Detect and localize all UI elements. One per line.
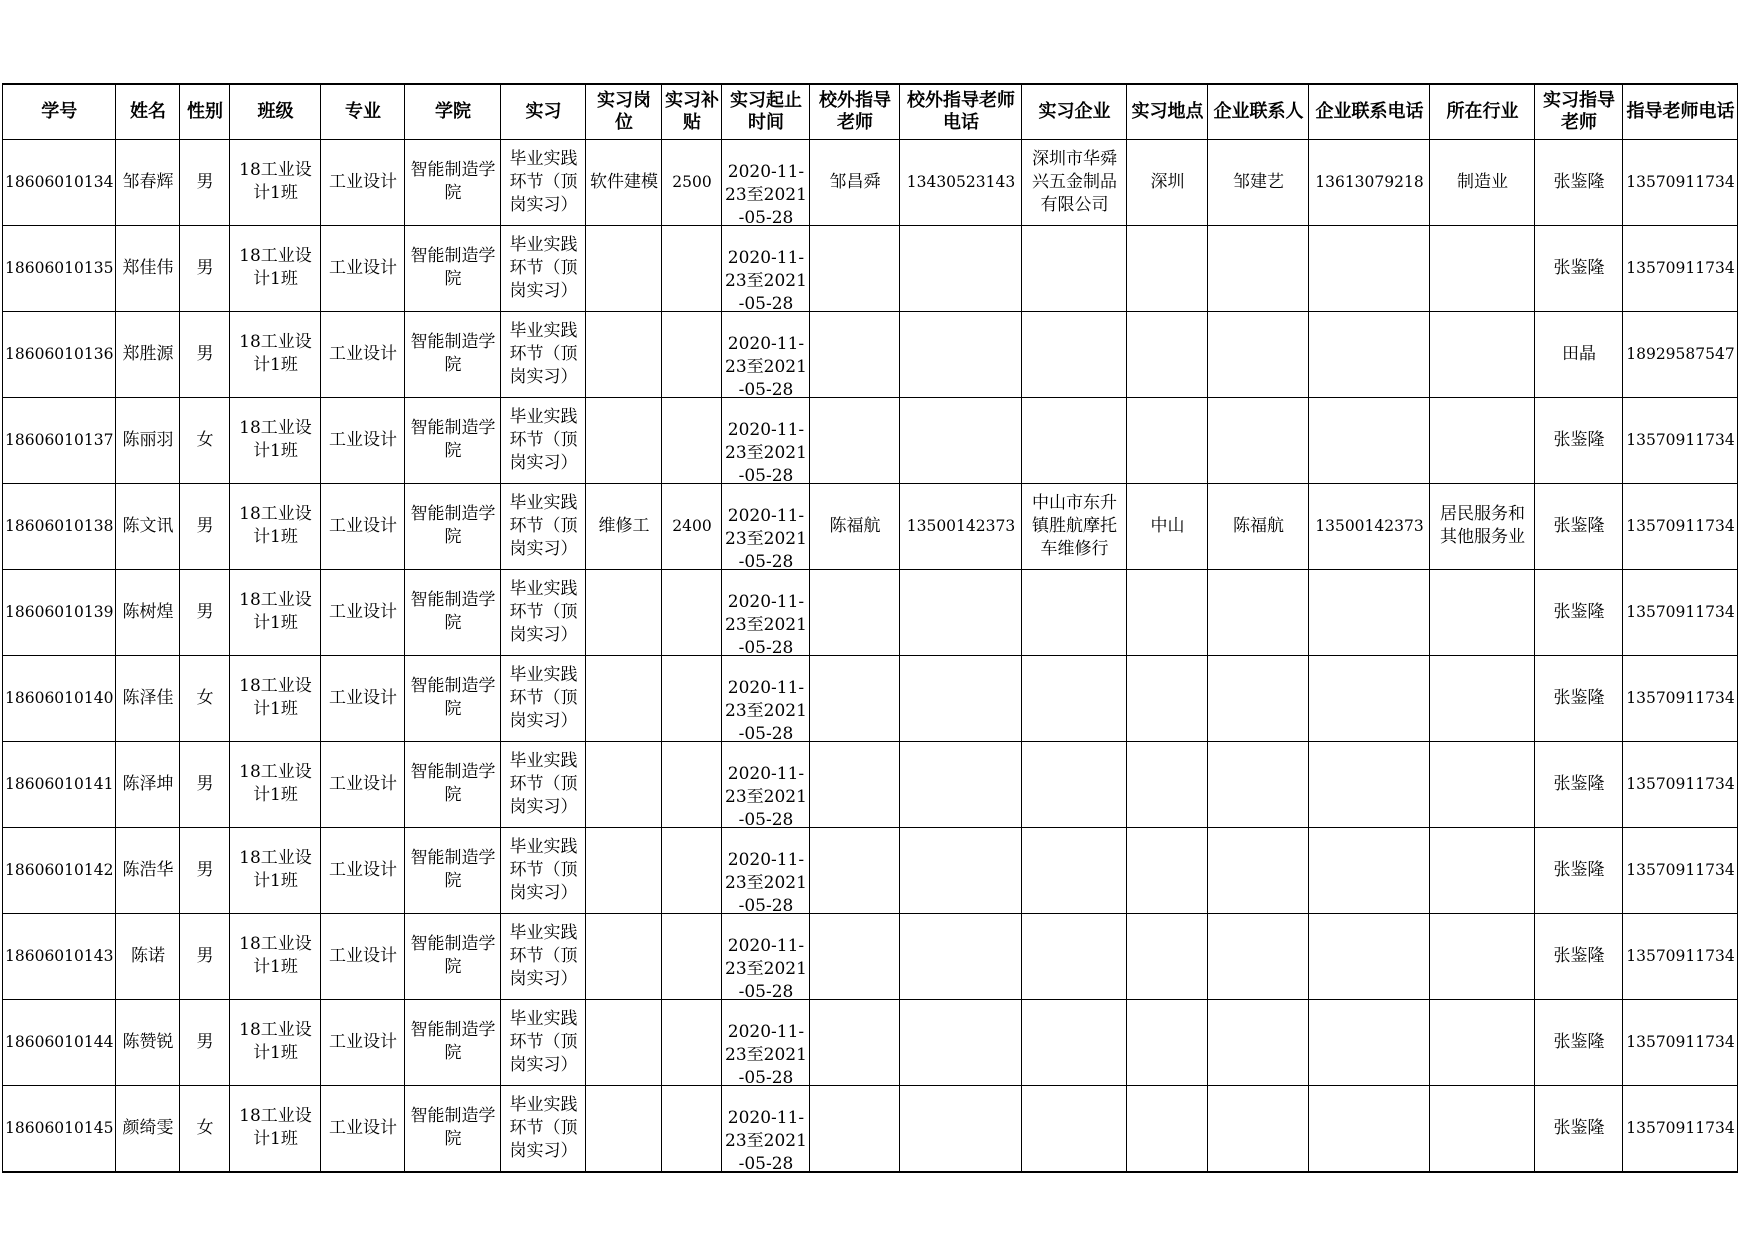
period-text: 2020-11-23至2021-05-28: [725, 419, 807, 483]
cell-industry[interactable]: [1430, 913, 1535, 999]
cell-company-contact[interactable]: [1208, 827, 1309, 913]
cell-student-id[interactable]: 18606010141: [3, 741, 116, 827]
table-row: [3, 569, 1738, 655]
header-location[interactable]: 实习地点: [1127, 84, 1208, 139]
cell-location[interactable]: [1127, 999, 1208, 1085]
cell-company-phone[interactable]: [1309, 999, 1430, 1085]
cell-company-phone[interactable]: [1309, 225, 1430, 311]
cell-external-tutor-phone[interactable]: [900, 913, 1022, 999]
cell-college[interactable]: 智能制造学院: [405, 569, 501, 655]
cell-class[interactable]: 18工业设计1班: [230, 139, 321, 225]
cell-external-tutor[interactable]: 邹昌舜: [810, 139, 900, 225]
cell-tutor[interactable]: 张鉴隆: [1535, 741, 1623, 827]
cell-subsidy[interactable]: [662, 225, 722, 311]
cell-internship[interactable]: 毕业实践环节（顶岗实习）: [501, 741, 586, 827]
cell-internship[interactable]: 毕业实践环节（顶岗实习）: [501, 311, 586, 397]
cell-internship[interactable]: 毕业实践环节（顶岗实习）: [501, 655, 586, 741]
cell-college[interactable]: 智能制造学院: [405, 913, 501, 999]
cell-major[interactable]: 工业设计: [321, 569, 405, 655]
cell-major[interactable]: 工业设计: [321, 397, 405, 483]
cell-external-tutor-phone[interactable]: [900, 225, 1022, 311]
cell-external-tutor-phone[interactable]: [900, 397, 1022, 483]
table-row: [3, 999, 1738, 1085]
cell-industry[interactable]: [1430, 741, 1535, 827]
cell-company-contact[interactable]: [1208, 569, 1309, 655]
cell-class[interactable]: 18工业设计1班: [230, 913, 321, 999]
header-tutor[interactable]: 实习指导老师: [1535, 84, 1623, 139]
cell-major[interactable]: 工业设计: [321, 311, 405, 397]
cell-company-contact[interactable]: 陈福航: [1208, 483, 1309, 569]
cell-location[interactable]: [1127, 569, 1208, 655]
cell-name[interactable]: 颜绮雯: [116, 1085, 180, 1172]
cell-company[interactable]: [1022, 655, 1127, 741]
header-row: [3, 84, 1738, 139]
cell-external-tutor-phone[interactable]: [900, 311, 1022, 397]
cell-class[interactable]: 18工业设计1班: [230, 311, 321, 397]
cell-student-id[interactable]: 18606010138: [3, 483, 116, 569]
cell-name[interactable]: 陈树煌: [116, 569, 180, 655]
cell-period[interactable]: [722, 569, 810, 655]
cell-internship[interactable]: 毕业实践环节（顶岗实习）: [501, 483, 586, 569]
cell-company-contact[interactable]: [1208, 913, 1309, 999]
cell-gender[interactable]: 男: [180, 741, 230, 827]
cell-internship[interactable]: 毕业实践环节（顶岗实习）: [501, 999, 586, 1085]
cell-company[interactable]: [1022, 397, 1127, 483]
period-text: 2020-11-23至2021-05-28: [725, 247, 807, 311]
cell-major[interactable]: 工业设计: [321, 1085, 405, 1172]
cell-internship[interactable]: 毕业实践环节（顶岗实习）: [501, 139, 586, 225]
period-text-wrap: [724, 570, 807, 655]
cell-external-tutor[interactable]: [810, 827, 900, 913]
cell-major[interactable]: 工业设计: [321, 483, 405, 569]
cell-college[interactable]: 智能制造学院: [405, 741, 501, 827]
cell-company-phone[interactable]: [1309, 827, 1430, 913]
cell-company-phone[interactable]: [1309, 741, 1430, 827]
cell-student-id[interactable]: 18606010143: [3, 913, 116, 999]
cell-company-contact[interactable]: [1208, 655, 1309, 741]
cell-college[interactable]: 智能制造学院: [405, 827, 501, 913]
cell-position[interactable]: [586, 397, 662, 483]
cell-tutor-phone[interactable]: 18929587547: [1623, 311, 1738, 397]
cell-company[interactable]: [1022, 569, 1127, 655]
cell-subsidy[interactable]: [662, 655, 722, 741]
cell-student-id[interactable]: 18606010142: [3, 827, 116, 913]
table-row: [3, 139, 1738, 225]
header-class[interactable]: 班级: [230, 84, 321, 139]
cell-company-phone[interactable]: 13613079218: [1309, 139, 1430, 225]
cell-major[interactable]: 工业设计: [321, 655, 405, 741]
header-major[interactable]: 专业: [321, 84, 405, 139]
table-row: [3, 827, 1738, 913]
period-text-wrap: [724, 484, 807, 569]
cell-position[interactable]: [586, 569, 662, 655]
period-text: 2020-11-23至2021-05-28: [725, 505, 807, 569]
cell-subsidy[interactable]: [662, 397, 722, 483]
cell-class[interactable]: 18工业设计1班: [230, 655, 321, 741]
cell-company-phone[interactable]: 13500142373: [1309, 483, 1430, 569]
cell-gender[interactable]: 男: [180, 483, 230, 569]
cell-name[interactable]: 陈泽佳: [116, 655, 180, 741]
cell-tutor-phone[interactable]: 13570911734: [1623, 655, 1738, 741]
cell-tutor[interactable]: 张鉴隆: [1535, 827, 1623, 913]
cell-company[interactable]: [1022, 225, 1127, 311]
period-text-wrap: [724, 914, 807, 999]
cell-location[interactable]: [1127, 741, 1208, 827]
cell-industry[interactable]: [1430, 569, 1535, 655]
cell-company-phone[interactable]: [1309, 397, 1430, 483]
table-row: [3, 483, 1738, 569]
table-row: [3, 655, 1738, 741]
cell-industry[interactable]: [1430, 397, 1535, 483]
cell-location[interactable]: [1127, 225, 1208, 311]
cell-period[interactable]: [722, 311, 810, 397]
cell-gender[interactable]: 男: [180, 225, 230, 311]
cell-company[interactable]: [1022, 827, 1127, 913]
cell-position[interactable]: [586, 311, 662, 397]
cell-position[interactable]: [586, 1085, 662, 1172]
cell-subsidy[interactable]: [662, 827, 722, 913]
cell-industry[interactable]: [1430, 1085, 1535, 1172]
cell-company[interactable]: [1022, 741, 1127, 827]
cell-subsidy[interactable]: [662, 913, 722, 999]
cell-company[interactable]: [1022, 999, 1127, 1085]
cell-tutor-phone[interactable]: 13570911734: [1623, 999, 1738, 1085]
cell-external-tutor[interactable]: [810, 913, 900, 999]
cell-position[interactable]: 维修工: [586, 483, 662, 569]
cell-period[interactable]: [722, 225, 810, 311]
cell-location[interactable]: [1127, 1085, 1208, 1172]
cell-college[interactable]: 智能制造学院: [405, 655, 501, 741]
cell-period[interactable]: [722, 999, 810, 1085]
cell-tutor-phone[interactable]: 13570911734: [1623, 913, 1738, 999]
cell-tutor[interactable]: 张鉴隆: [1535, 655, 1623, 741]
cell-period[interactable]: [722, 1085, 810, 1172]
cell-period[interactable]: [722, 827, 810, 913]
header-company-phone[interactable]: 企业联系电话: [1309, 84, 1430, 139]
cell-name[interactable]: 陈泽坤: [116, 741, 180, 827]
cell-internship[interactable]: 毕业实践环节（顶岗实习）: [501, 225, 586, 311]
cell-student-id[interactable]: 18606010140: [3, 655, 116, 741]
cell-tutor[interactable]: 田晶: [1535, 311, 1623, 397]
cell-major[interactable]: 工业设计: [321, 225, 405, 311]
period-text: 2020-11-23至2021-05-28: [725, 763, 807, 827]
cell-subsidy[interactable]: [662, 999, 722, 1085]
period-text: 2020-11-23至2021-05-28: [725, 935, 807, 999]
cell-industry[interactable]: [1430, 999, 1535, 1085]
cell-position[interactable]: [586, 225, 662, 311]
cell-company[interactable]: 深圳市华舜兴五金制品有限公司: [1022, 139, 1127, 225]
cell-external-tutor[interactable]: [810, 397, 900, 483]
cell-external-tutor[interactable]: [810, 311, 900, 397]
cell-company-contact[interactable]: 邹建艺: [1208, 139, 1309, 225]
cell-company[interactable]: [1022, 311, 1127, 397]
cell-tutor[interactable]: 张鉴隆: [1535, 1085, 1623, 1172]
header-student-id[interactable]: 学号: [3, 84, 116, 139]
cell-class[interactable]: 18工业设计1班: [230, 569, 321, 655]
cell-class[interactable]: 18工业设计1班: [230, 999, 321, 1085]
cell-position[interactable]: [586, 913, 662, 999]
cell-position[interactable]: [586, 827, 662, 913]
header-internship[interactable]: 实习: [501, 84, 586, 139]
cell-class[interactable]: 18工业设计1班: [230, 1085, 321, 1172]
header-company-contact[interactable]: 企业联系人: [1208, 84, 1309, 139]
cell-internship[interactable]: 毕业实践环节（顶岗实习）: [501, 913, 586, 999]
period-text: 2020-11-23至2021-05-28: [725, 1107, 807, 1171]
cell-college[interactable]: 智能制造学院: [405, 139, 501, 225]
cell-period[interactable]: [722, 741, 810, 827]
internship-table: [2, 83, 1738, 1173]
cell-class[interactable]: 18工业设计1班: [230, 225, 321, 311]
cell-company-phone[interactable]: [1309, 913, 1430, 999]
cell-name[interactable]: 郑胜源: [116, 311, 180, 397]
cell-location[interactable]: [1127, 913, 1208, 999]
cell-position[interactable]: [586, 741, 662, 827]
header-industry[interactable]: 所在行业: [1430, 84, 1535, 139]
period-text-wrap: [724, 398, 807, 483]
cell-period[interactable]: [722, 655, 810, 741]
period-text: 2020-11-23至2021-05-28: [725, 333, 807, 397]
cell-industry[interactable]: [1430, 655, 1535, 741]
period-text-wrap: [724, 656, 807, 741]
cell-external-tutor[interactable]: [810, 741, 900, 827]
cell-external-tutor-phone[interactable]: [900, 655, 1022, 741]
cell-external-tutor-phone[interactable]: [900, 569, 1022, 655]
period-text: 2020-11-23至2021-05-28: [725, 1021, 807, 1085]
cell-position[interactable]: [586, 999, 662, 1085]
cell-company[interactable]: [1022, 913, 1127, 999]
cell-major[interactable]: 工业设计: [321, 999, 405, 1085]
header-external-tutor-phone[interactable]: 校外指导老师电话: [900, 84, 1022, 139]
cell-company-contact[interactable]: [1208, 741, 1309, 827]
header-gender[interactable]: 性别: [180, 84, 230, 139]
header-period[interactable]: 实习起止时间: [722, 84, 810, 139]
cell-major[interactable]: 工业设计: [321, 741, 405, 827]
cell-gender[interactable]: 男: [180, 139, 230, 225]
cell-external-tutor-phone[interactable]: [900, 827, 1022, 913]
cell-student-id[interactable]: 18606010136: [3, 311, 116, 397]
cell-tutor[interactable]: 张鉴隆: [1535, 913, 1623, 999]
cell-company[interactable]: 中山市东升镇胜航摩托车维修行: [1022, 483, 1127, 569]
period-text: 2020-11-23至2021-05-28: [725, 161, 807, 225]
cell-company-contact[interactable]: [1208, 225, 1309, 311]
cell-external-tutor-phone[interactable]: [900, 999, 1022, 1085]
cell-college[interactable]: 智能制造学院: [405, 225, 501, 311]
cell-tutor-phone[interactable]: 13570911734: [1623, 225, 1738, 311]
cell-position[interactable]: 软件建模: [586, 139, 662, 225]
cell-name[interactable]: 陈文讯: [116, 483, 180, 569]
cell-external-tutor[interactable]: [810, 1085, 900, 1172]
period-text-wrap: [724, 1000, 807, 1085]
cell-gender[interactable]: 男: [180, 913, 230, 999]
cell-tutor-phone[interactable]: 13570911734: [1623, 397, 1738, 483]
period-text-wrap: [724, 140, 807, 225]
cell-period[interactable]: [722, 397, 810, 483]
cell-student-id[interactable]: 18606010145: [3, 1085, 116, 1172]
cell-subsidy[interactable]: 2500: [662, 139, 722, 225]
cell-industry[interactable]: 居民服务和其他服务业: [1430, 483, 1535, 569]
cell-college[interactable]: 智能制造学院: [405, 311, 501, 397]
cell-company-contact[interactable]: [1208, 311, 1309, 397]
cell-location[interactable]: [1127, 655, 1208, 741]
cell-period[interactable]: [722, 483, 810, 569]
cell-location[interactable]: [1127, 311, 1208, 397]
cell-period[interactable]: [722, 139, 810, 225]
table-row: [3, 913, 1738, 999]
cell-company-phone[interactable]: [1309, 1085, 1430, 1172]
cell-company-phone[interactable]: [1309, 655, 1430, 741]
cell-internship[interactable]: 毕业实践环节（顶岗实习）: [501, 569, 586, 655]
cell-external-tutor[interactable]: [810, 225, 900, 311]
period-text-wrap: [724, 226, 807, 311]
cell-tutor-phone[interactable]: 13570911734: [1623, 741, 1738, 827]
cell-tutor-phone[interactable]: 13570911734: [1623, 569, 1738, 655]
cell-subsidy[interactable]: [662, 1085, 722, 1172]
cell-location[interactable]: 深圳: [1127, 139, 1208, 225]
cell-industry[interactable]: [1430, 225, 1535, 311]
cell-class[interactable]: 18工业设计1班: [230, 741, 321, 827]
cell-subsidy[interactable]: [662, 741, 722, 827]
cell-student-id[interactable]: 18606010144: [3, 999, 116, 1085]
cell-name[interactable]: 陈赞锐: [116, 999, 180, 1085]
cell-company-phone[interactable]: [1309, 311, 1430, 397]
period-text-wrap: [724, 312, 807, 397]
cell-major[interactable]: 工业设计: [321, 827, 405, 913]
cell-gender[interactable]: 女: [180, 655, 230, 741]
cell-external-tutor[interactable]: [810, 655, 900, 741]
cell-external-tutor-phone[interactable]: [900, 741, 1022, 827]
cell-student-id[interactable]: 18606010135: [3, 225, 116, 311]
cell-student-id[interactable]: 18606010139: [3, 569, 116, 655]
cell-gender[interactable]: 男: [180, 999, 230, 1085]
cell-company[interactable]: [1022, 1085, 1127, 1172]
cell-major[interactable]: 工业设计: [321, 139, 405, 225]
cell-name[interactable]: 邹春辉: [116, 139, 180, 225]
cell-tutor-phone[interactable]: 13570911734: [1623, 483, 1738, 569]
cell-company-contact[interactable]: [1208, 999, 1309, 1085]
period-text-wrap: [724, 742, 807, 827]
cell-college[interactable]: 智能制造学院: [405, 397, 501, 483]
cell-tutor-phone[interactable]: 13570911734: [1623, 139, 1738, 225]
period-text: 2020-11-23至2021-05-28: [725, 849, 807, 913]
cell-position[interactable]: [586, 655, 662, 741]
cell-class[interactable]: 18工业设计1班: [230, 483, 321, 569]
table-body: [3, 139, 1738, 1172]
cell-internship[interactable]: 毕业实践环节（顶岗实习）: [501, 827, 586, 913]
header-name[interactable]: 姓名: [116, 84, 180, 139]
cell-industry[interactable]: [1430, 311, 1535, 397]
cell-subsidy[interactable]: 2400: [662, 483, 722, 569]
cell-external-tutor-phone[interactable]: 13430523143: [900, 139, 1022, 225]
header-company[interactable]: 实习企业: [1022, 84, 1127, 139]
cell-name[interactable]: 陈浩华: [116, 827, 180, 913]
cell-college[interactable]: 智能制造学院: [405, 483, 501, 569]
header-position[interactable]: 实习岗位: [586, 84, 662, 139]
cell-student-id[interactable]: 18606010134: [3, 139, 116, 225]
cell-internship[interactable]: 毕业实践环节（顶岗实习）: [501, 397, 586, 483]
cell-student-id[interactable]: 18606010137: [3, 397, 116, 483]
table-row: [3, 397, 1738, 483]
period-text: 2020-11-23至2021-05-28: [725, 677, 807, 741]
cell-name[interactable]: 郑佳伟: [116, 225, 180, 311]
cell-subsidy[interactable]: [662, 311, 722, 397]
cell-college[interactable]: 智能制造学院: [405, 1085, 501, 1172]
cell-gender[interactable]: 男: [180, 311, 230, 397]
cell-industry[interactable]: [1430, 827, 1535, 913]
cell-internship[interactable]: 毕业实践环节（顶岗实习）: [501, 1085, 586, 1172]
cell-tutor[interactable]: 张鉴隆: [1535, 999, 1623, 1085]
cell-period[interactable]: [722, 913, 810, 999]
header-college[interactable]: 学院: [405, 84, 501, 139]
header-external-tutor[interactable]: 校外指导老师: [810, 84, 900, 139]
cell-external-tutor[interactable]: [810, 999, 900, 1085]
internship-table-container: [2, 83, 1738, 1173]
cell-tutor[interactable]: 张鉴隆: [1535, 397, 1623, 483]
cell-subsidy[interactable]: [662, 569, 722, 655]
cell-external-tutor[interactable]: [810, 569, 900, 655]
cell-name[interactable]: 陈丽羽: [116, 397, 180, 483]
cell-name[interactable]: 陈诺: [116, 913, 180, 999]
cell-class[interactable]: 18工业设计1班: [230, 397, 321, 483]
cell-external-tutor-phone[interactable]: [900, 1085, 1022, 1172]
period-text-wrap: [724, 828, 807, 913]
cell-class[interactable]: 18工业设计1班: [230, 827, 321, 913]
cell-location[interactable]: 中山: [1127, 483, 1208, 569]
cell-company-phone[interactable]: [1309, 569, 1430, 655]
period-text-wrap: [724, 1086, 807, 1171]
cell-tutor[interactable]: 张鉴隆: [1535, 225, 1623, 311]
cell-college[interactable]: 智能制造学院: [405, 999, 501, 1085]
cell-company-contact[interactable]: [1208, 1085, 1309, 1172]
cell-external-tutor-phone[interactable]: 13500142373: [900, 483, 1022, 569]
table-row: [3, 225, 1738, 311]
cell-company-contact[interactable]: [1208, 397, 1309, 483]
cell-tutor[interactable]: 张鉴隆: [1535, 483, 1623, 569]
cell-tutor[interactable]: 张鉴隆: [1535, 139, 1623, 225]
cell-industry[interactable]: 制造业: [1430, 139, 1535, 225]
cell-tutor[interactable]: 张鉴隆: [1535, 569, 1623, 655]
cell-major[interactable]: 工业设计: [321, 913, 405, 999]
cell-tutor-phone[interactable]: 13570911734: [1623, 1085, 1738, 1172]
cell-gender[interactable]: 女: [180, 397, 230, 483]
cell-gender[interactable]: 男: [180, 569, 230, 655]
cell-gender[interactable]: 女: [180, 1085, 230, 1172]
table-row: [3, 741, 1738, 827]
period-text: 2020-11-23至2021-05-28: [725, 591, 807, 655]
cell-tutor-phone[interactable]: 13570911734: [1623, 827, 1738, 913]
header-tutor-phone[interactable]: 指导老师电话: [1623, 84, 1738, 139]
table-row: [3, 1085, 1738, 1172]
table-row: [3, 311, 1738, 397]
header-subsidy[interactable]: 实习补贴: [662, 84, 722, 139]
cell-external-tutor[interactable]: 陈福航: [810, 483, 900, 569]
cell-location[interactable]: [1127, 397, 1208, 483]
cell-gender[interactable]: 男: [180, 827, 230, 913]
cell-location[interactable]: [1127, 827, 1208, 913]
